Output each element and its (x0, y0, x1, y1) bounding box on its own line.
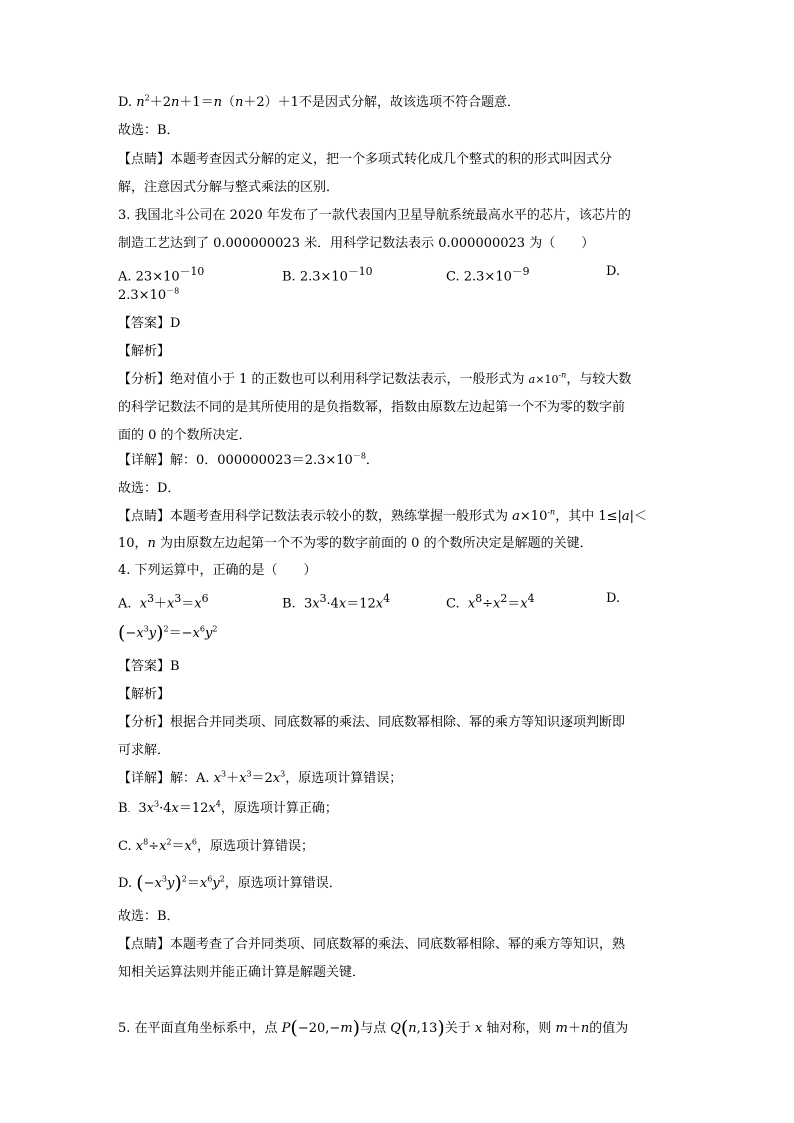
text-line: 【分析】根据合并同类项、同底数幂的乘法、同底数幂相除、幂的乘方等知识逐项判断即 (118, 715, 626, 730)
option-d: D. (606, 591, 621, 606)
option-d-value: $2.3\times 10^{-8}$ (118, 286, 180, 303)
question-5: 5. 在平面直角坐标系中，点 P(−20,−m)与点 Q(n,13)关于 x 轴对称，则 m＋n的值为 (118, 1017, 629, 1039)
text-line: 制造工艺达到了 0.000000023 米．用科学记数法表示 0.000000023 为（ ） (118, 236, 595, 251)
option-b: B. $3x^3\cdot 4x=12x^4$ (282, 592, 390, 612)
option-c: C. $2.3\times 10^{-9}$ (446, 265, 530, 285)
text-line: 解，注意因式分解与整式乘法的区别． (118, 180, 340, 195)
text-line: 【详解】解：A. $x^3+x^3=2x^3$，原选项计算错误； (118, 769, 403, 786)
answer-label: 【答案】B (118, 659, 180, 674)
text-line: C. $x^8\div x^2=x^6$，原选项计算错误； (118, 837, 314, 854)
text-line: 故选：B． (118, 123, 180, 138)
text-line: 10，n 为由原数左边起第一个不为零的数字前面的 0 的个数所决定是解题的关键． (118, 536, 593, 551)
answer-label: 【答案】D (118, 316, 181, 331)
text-line: 故选：D． (118, 481, 181, 496)
question-3: 3. 我国北斗公司在 2020 年发布了一款代表国内卫星导航系统最高水平的芯片，该芯片的 (118, 208, 631, 223)
text-line: 的科学记数法不同的是其所使用的是负指数幂，指数由原数左边起第一个不为零的数字前 (118, 400, 626, 415)
text-line: 可求解． (118, 743, 171, 758)
text-line: 面的 0 的个数所决定． (118, 428, 252, 443)
text-line: D. $(-x^3y)^2=x^6y^2$，原选项计算错误． (118, 872, 342, 894)
text-line: B. $3x^3\cdot 4x=12x^4$，原选项计算正确； (118, 799, 338, 816)
text-line: 【详解】解：0．$000000023=2.3\times 10^{-8}$． (118, 451, 379, 468)
option-a: A. $23\times 10^{-10}$ (118, 265, 205, 285)
text-line: 【点睛】本题考查了合并同类项、同底数幂的乘法、同底数幂相除、幂的乘方等知识，熟 (118, 937, 626, 952)
analysis-label: 【解析】 (118, 344, 171, 359)
text-line: 【点睛】本题考查因式分解的定义，把一个多项式转化成几个整式的积的形式叫因式分 (118, 152, 613, 167)
analysis-label: 【解析】 (118, 687, 171, 702)
text-line: D. $n^2+2n+1=n(n+2)+1$不是因式分解，故该选项不符合题意． (118, 93, 520, 110)
text-line: 知相关运算法则并能正确计算是解题关键． (118, 965, 366, 980)
text-line: 故选：B． (118, 909, 180, 924)
option-d: D. (606, 264, 621, 279)
option-c: C. $x^8\div x^2=x^4$ (446, 592, 535, 612)
question-4: 4. 下列运算中，正确的是（ ） (118, 563, 317, 578)
option-b: B. $2.3\times 10^{-10}$ (282, 265, 373, 285)
text-line: 【分析】绝对值小于 1 的正数也可以利用科学记数法表示，一般形式为 $a\times 10^{-n}$，与较大数 (118, 370, 632, 387)
option-d-value: $(-x^3y)^2=-x^6y^2$ (118, 622, 218, 644)
text-line: 【点睛】本题考查用科学记数法表示较小的数，熟练掌握一般形式为 $a\times 10^{-n}$，其中 1≤|a|＜ (118, 507, 648, 524)
option-a: A. $x^3+x^3=x^6$ (118, 592, 209, 612)
